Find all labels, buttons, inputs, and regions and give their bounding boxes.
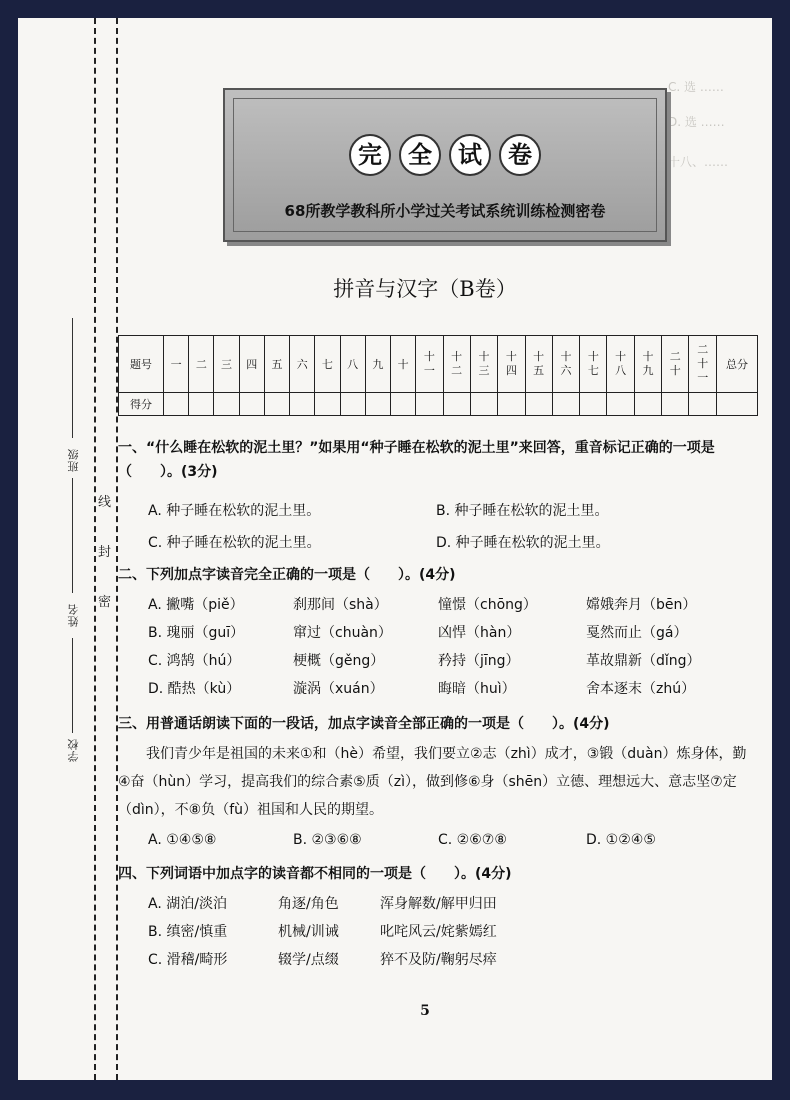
col-12: 十二	[451, 350, 463, 377]
q1-option-c[interactable]: C. 种子睡在松软的泥土里。	[148, 535, 321, 551]
q2-d-1[interactable]: D. 酷热（kù）	[148, 681, 241, 697]
col-1: 一	[164, 336, 189, 393]
col-17: 十七	[587, 350, 599, 377]
score-cell[interactable]	[607, 393, 634, 416]
q4-a-2: 角逐/角色	[278, 896, 339, 912]
score-cell[interactable]	[443, 393, 470, 416]
seal-char-3: 密	[98, 588, 111, 613]
col-16: 十六	[560, 350, 572, 377]
q2-b-3: 凶悍（hàn）	[438, 625, 521, 641]
seal-char-2: 封	[98, 538, 111, 563]
col-11: 十一	[423, 350, 435, 377]
score-cell[interactable]	[365, 393, 390, 416]
page-number: 5	[420, 1003, 430, 1019]
q2-b-2: 窜过（chuàn）	[293, 625, 392, 641]
score-cell[interactable]	[470, 393, 497, 416]
banner-title	[225, 134, 665, 176]
q2-c-4: 革故鼎新（dǐng）	[586, 653, 701, 669]
class-label: 班级	[67, 448, 80, 472]
col-3: 三	[214, 336, 239, 393]
q2-a-1[interactable]: A. 撇嘴（piě）	[148, 597, 244, 613]
col-10: 十	[390, 336, 415, 393]
col-18: 十八	[615, 350, 627, 377]
col-13: 十三	[478, 350, 490, 377]
q2-b-1[interactable]: B. 瑰丽（guī）	[148, 625, 245, 641]
q4-c-1[interactable]: C. 滑稽/畸形	[148, 952, 228, 968]
score-cell[interactable]	[214, 393, 239, 416]
q4-b-3: 叱咤风云/姹紫嫣红	[380, 924, 497, 940]
score-cell[interactable]	[189, 393, 214, 416]
q4-c-2: 辍学/点缀	[278, 952, 339, 968]
exam-banner	[223, 88, 667, 242]
col-6: 六	[290, 336, 315, 393]
q1-option-b[interactable]: B. 种子睡在松软的泥土里。	[436, 503, 609, 519]
score-cell[interactable]	[340, 393, 365, 416]
q4-b-2: 机械/训诫	[278, 924, 339, 940]
score-cell[interactable]	[580, 393, 607, 416]
class-underline	[72, 318, 73, 438]
score-row-label: 题号	[119, 336, 164, 393]
subject-title: 拼音与汉字（B卷）	[333, 277, 517, 301]
banner-char-2: 全	[399, 134, 441, 176]
col-5: 五	[264, 336, 289, 393]
score-table	[118, 335, 758, 416]
q4-a-1[interactable]: A. 湖泊/淡泊	[148, 896, 227, 912]
score-cell[interactable]	[662, 393, 689, 416]
question-4	[118, 862, 758, 886]
q2-a-4: 嫦娥奔月（bēn）	[586, 597, 697, 613]
question-1-stem: 一、“什么睡在松软的泥土里？”如果用“种子睡在松软的泥土里”来回答，重音标记正确的一项是（ ）。(3分)	[118, 440, 715, 480]
q1-option-a[interactable]: A. 种子睡在松软的泥土里。	[148, 503, 321, 519]
q3-option-a[interactable]: A. ①④⑤⑧	[148, 832, 217, 848]
score-cell[interactable]	[264, 393, 289, 416]
col-15: 十五	[533, 350, 545, 377]
score-cell[interactable]	[239, 393, 264, 416]
name-label: 姓名	[67, 603, 80, 627]
binding-margin	[18, 18, 128, 1080]
q3-option-d[interactable]: D. ①②④⑤	[586, 832, 656, 848]
q2-d-4: 舍本逐末（zhú）	[586, 681, 696, 697]
exam-page: 班级 姓名 学校 线 封 密 C. 选 …… D. 选 …… 十八、…… 完 全 试 卷 68所教学教科所小学过关考试系统训练检测密卷 拼音与汉字（B卷） 题号 一 二 三 四 五 六 七 八 九 十 十一 十二 十三 十四 十五 十六 十七 十八 十九 二十 二十一 总分 得分 一、“什么睡在松软的泥土里？”如果用“种子睡在松软的泥土里”来回答，重音标记正确的一项是（ ）。(3分) A. 种子睡在松软的泥土里。 B. 种子睡在松软的泥土里。 C. 种子睡在松软的泥土里。 D. 种子睡在松软的泥土里。 二、下列加点字读音完全正确的一项是（ ）。(4分) A. 撇嘴（piě） 刹那间（shà） 憧憬（chōng） 嫦娥奔月（bēn） B. 瑰丽（guī） 窜过（chuàn） 凶悍（hàn） 戛然而止（gá） C. 鸿鹄（hú） 梗概（gěng） 矜持（jīng） 革故鼎新（dǐng） D. 酷热（kù） 漩涡（xuán） 晦暗（huì） 舍本逐末（zhú） 三、用普通话朗读下面的一段话，加点字读音全部正确的一项是（ ）。(4分) 我们青少年是祖国的未来①和（hè）希望，我们要立②志（zhì）成才，③锻（duàn）炼身体，勤④奋（hùn）学习，提高我们的综合素⑤质（zì），做到修⑥身（shēn）立德、理想远大、意志坚⑦定（dìn），不⑧负（fù）祖国和人民的期望。 A. ①④⑤⑧ B. ②③⑥⑧ C. ②⑥⑦⑧ D. ①②④⑤ 四、下列词语中加点字的读音都不相同的一项是（ ）。(4分) A. 湖泊/淡泊 角逐/角色 浑身解数/解甲归田 B. 缜密/慎重 机械/训诫 叱咤风云/姹紫嫣红 C. 滑稽/畸形 辍学/点缀 猝不及防/鞠躬尽瘁 5	[18, 18, 772, 1080]
question-3-paragraph: 我们青少年是祖国的未来①和（hè）希望，我们要立②志（zhì）成才，③锻（duàn）炼身体，勤④奋（hùn）学习，提高我们的综合素⑤质（zì），做到修⑥身（shēn）立德、理想远大、意志坚⑦定（dìn），不⑧负（fù）祖国和人民的期望。	[118, 746, 747, 818]
question-4-options	[148, 893, 748, 983]
dashed-line-inner	[94, 18, 96, 1080]
score-row2-label: 得分	[119, 393, 164, 416]
question-3-options	[148, 832, 748, 856]
score-cell[interactable]	[315, 393, 340, 416]
question-3-stem: 三、用普通话朗读下面的一段话，加点字读音全部正确的一项是（ ）。(4分)	[118, 716, 610, 732]
col-4: 四	[239, 336, 264, 393]
q2-c-3: 矜持（jīng）	[438, 653, 520, 669]
question-1	[118, 436, 758, 484]
banner-subtitle: 68所教学教科所小学过关考试系统训练检测密卷	[284, 202, 606, 220]
question-2-stem: 二、下列加点字读音完全正确的一项是（ ）。(4分)	[118, 567, 456, 583]
col-19: 十九	[642, 350, 654, 377]
score-cell[interactable]	[552, 393, 579, 416]
banner-char-3: 试	[449, 134, 491, 176]
col-14: 十四	[505, 350, 517, 377]
q2-c-1[interactable]: C. 鸿鹄（hú）	[148, 653, 241, 669]
col-7: 七	[315, 336, 340, 393]
col-20: 二十	[669, 350, 681, 377]
score-cell[interactable]	[689, 393, 717, 416]
q2-a-2: 刹那间（shà）	[293, 597, 388, 613]
question-1-options	[148, 500, 748, 560]
score-cell[interactable]	[525, 393, 552, 416]
question-4-stem: 四、下列词语中加点字的读音都不相同的一项是（ ）。(4分)	[118, 866, 512, 882]
score-cell[interactable]	[498, 393, 525, 416]
total-score-cell[interactable]	[717, 393, 758, 416]
question-3	[118, 712, 758, 736]
banner-char-1: 完	[349, 134, 391, 176]
score-cell[interactable]	[290, 393, 315, 416]
q2-b-4: 戛然而止（gá）	[586, 625, 688, 641]
col-8: 八	[340, 336, 365, 393]
q2-c-2: 梗概（gěng）	[293, 653, 385, 669]
q4-c-3: 猝不及防/鞠躬尽瘁	[380, 952, 497, 968]
col-2: 二	[189, 336, 214, 393]
score-cell[interactable]	[416, 393, 443, 416]
q1-option-d[interactable]: D. 种子睡在松软的泥土里。	[436, 535, 610, 551]
school-underline	[72, 638, 73, 733]
q3-option-c[interactable]: C. ②⑥⑦⑧	[438, 832, 507, 848]
name-underline	[72, 478, 73, 593]
banner-char-4: 卷	[499, 134, 541, 176]
q2-d-2: 漩涡（xuán）	[293, 681, 384, 697]
score-cell[interactable]	[634, 393, 661, 416]
q4-b-1[interactable]: B. 缜密/慎重	[148, 924, 228, 940]
col-9: 九	[365, 336, 390, 393]
q4-a-3: 浑身解数/解甲归田	[380, 896, 497, 912]
dashed-line-outer	[116, 18, 118, 1080]
question-2	[118, 563, 758, 587]
question-2-options	[148, 594, 748, 714]
col-21: 二十一	[697, 343, 709, 384]
total-label: 总分	[717, 336, 758, 393]
q3-option-b[interactable]: B. ②③⑥⑧	[293, 832, 362, 848]
score-cell[interactable]	[164, 393, 189, 416]
school-label: 学校	[67, 738, 80, 762]
q2-a-3: 憧憬（chōng）	[438, 597, 537, 613]
q2-d-3: 晦暗（huì）	[438, 681, 516, 697]
score-cell[interactable]	[390, 393, 415, 416]
seal-char-1: 线	[98, 488, 111, 513]
